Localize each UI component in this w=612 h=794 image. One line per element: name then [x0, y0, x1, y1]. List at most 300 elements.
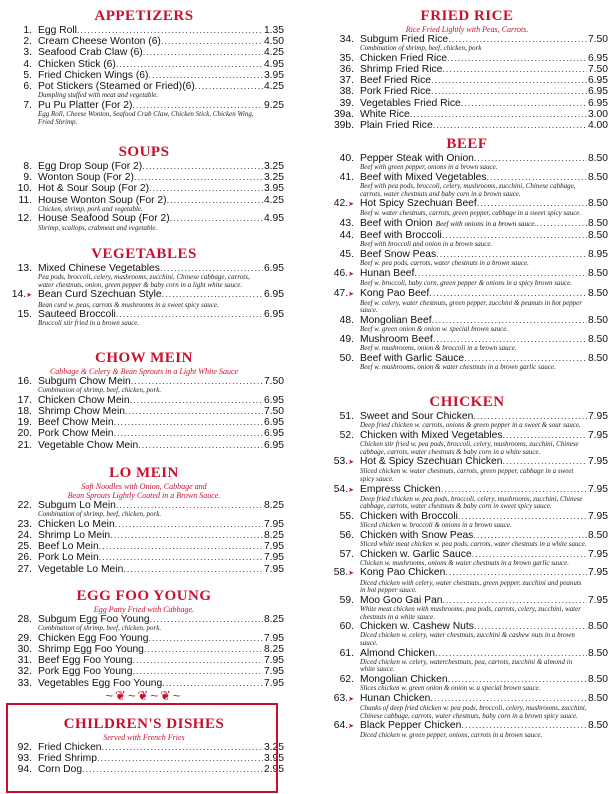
item-price: 4.25 [263, 194, 284, 206]
menu-item [4, 655, 284, 666]
item-description: White meat chicken with mushrooms, pea pods, carrots, celery, zucchini, water chestnuts in a white sauce. [360, 604, 581, 621]
dot-leader [99, 541, 263, 552]
decorative-flourish: ~❦~❦~❦~ [105, 688, 183, 703]
item-number: 40. [339, 153, 354, 164]
item-description: Chicken w. mushrooms, onions & water chestnuts in a brown garlic sauce. [360, 558, 569, 567]
item-name: Kong Pao Chicken [360, 567, 446, 579]
section-title: APPETIZERS [94, 8, 194, 24]
spicy-icon: ➤ [348, 695, 354, 703]
item-price: 7.95 [263, 541, 284, 553]
dot-leader [149, 633, 263, 644]
item-name: Chicken Egg Foo Young [38, 632, 149, 644]
item-name: Beef Lo Mein [38, 541, 99, 553]
item-price: 3.25 [263, 172, 284, 184]
item-price: 8.95 [587, 248, 608, 260]
item-price: 7.50 [263, 406, 284, 417]
item-number: 15. [17, 309, 32, 321]
menu-section-egg-foo-young [4, 588, 284, 689]
item-description: Shrimp, scallops, crabmeat and vegetable. [38, 223, 158, 232]
item-name: Seafood Crab Claw (6) [38, 47, 143, 59]
item-price: 7.95 [587, 411, 608, 422]
item-name: Pepper Steak with Onion [360, 153, 474, 164]
item-price: 8.50 [587, 692, 608, 704]
section-subtitle: Soft Noodles with Onion, Cabbage and Bean Sprouts Lightly Coated in a Brown Sauce. [67, 482, 221, 500]
menu-item [4, 70, 284, 81]
item-description: Beef w. water chestnuts, carrots, green pepper, cabbage in a sweet spicy sauce. [360, 209, 582, 218]
item-name: Almond Chicken [360, 647, 435, 659]
item-number: 34. [339, 34, 354, 45]
menu-section-chicken [326, 394, 608, 740]
dot-leader [433, 120, 587, 131]
item-number: 60. [339, 621, 354, 633]
item-price: 6.95 [263, 289, 284, 301]
item-number: 9. [23, 172, 32, 184]
item-name: White Rice [360, 108, 410, 120]
item-description: Sliced chicken w. water chestnuts, carrots, green pepper, cabbage in a sweet spicy sauce. [360, 467, 574, 483]
dot-leader [447, 53, 587, 64]
item-number: 62. [339, 673, 354, 685]
item-number: 10. [17, 183, 32, 195]
item-price: 4.25 [263, 47, 284, 59]
item-name: Bean Curd Szechuan Style [38, 289, 162, 301]
item-description: Deep fried chicken w. pea pods, broccoli, celery, mushrooms, zucchini, Chinese cabbage, carrots, water chestnuts & baby corn in sweet spicy sauce. [360, 494, 583, 511]
item-number-text: 46. [333, 267, 349, 279]
section-title: SOUPS [118, 144, 170, 160]
item-name: Vegetable Lo Mein [38, 563, 124, 575]
item-price: 8.50 [587, 198, 608, 210]
dot-leader [144, 644, 263, 655]
item-description: Pea pods, broccoli, celery, mushrooms, zucchini, Chinese cabbage, carrots, water chestnuts, onion, green pepper & baby corn in a light white sauce. [38, 273, 250, 289]
item-description: Beef w. mushrooms, onion & broccoli in a brown sauce. [360, 343, 517, 352]
item-number: 16. [17, 376, 32, 387]
item-name: Chicken w. Cashew Nuts [360, 621, 474, 633]
dot-leader [116, 59, 263, 70]
item-name: Chicken with Broccoli [360, 510, 458, 522]
item-name: Subgum Chow Mein [38, 376, 131, 387]
item-number: 18. [17, 406, 32, 417]
item-number: 13. [17, 263, 32, 274]
menu-item [4, 417, 284, 428]
menu-item [326, 567, 608, 579]
item-description: Beef with broccoli and onion in a brown sauce. [360, 240, 493, 249]
item-number: 36. [339, 64, 354, 75]
item-name: Mongolian Chicken [360, 673, 448, 685]
item-name: Vegetable Chow Mein [38, 439, 139, 451]
item-number: 19. [17, 417, 32, 429]
item-price: 6.95 [587, 52, 608, 64]
dot-leader [431, 75, 587, 86]
item-number: 37. [339, 75, 354, 87]
menu-item [4, 395, 284, 406]
item-number: 8. [23, 161, 32, 172]
item-name: Pork Fried Rice [360, 86, 431, 98]
item-price: 4.95 [263, 213, 284, 225]
item-name: Pork Lo Mein [38, 552, 99, 564]
dot-leader [430, 693, 587, 704]
dot-leader [148, 70, 263, 81]
menu-item [326, 98, 608, 109]
item-name: Fried Chicken Wings (6) [38, 69, 149, 81]
menu-item [4, 440, 284, 451]
item-price: 7.95 [263, 518, 284, 530]
item-number: 5. [23, 69, 32, 81]
item-description: Broccoli stir fried in a brown sauce. [38, 319, 140, 328]
menu-item [326, 288, 608, 300]
item-number: 48. [339, 314, 354, 326]
item-description: Beef w. pea pods, carrots, water chestnuts in a brown sauce. [360, 259, 529, 268]
item-price: 4.95 [263, 58, 284, 70]
item-description: Chunks of deep fried chicken w. pea pods, broccoli, celery, mushrooms, zucchini, Chinese cabbage, carrots, water chestnuts, baby corn in a brown spicy sauce. [360, 703, 587, 720]
dot-leader [132, 655, 262, 666]
item-name: Subgum Lo Mein [38, 500, 116, 511]
item-name: Egg Roll [38, 25, 77, 36]
item-name: Hunan Chicken [360, 692, 431, 704]
item-number: 4. [23, 58, 32, 70]
item-price: 8.50 [587, 529, 608, 541]
item-number: 26. [17, 552, 32, 564]
item-price: 3.95 [263, 183, 284, 195]
item-description: Diced chicken with celery, water chestnuts, green pepper, zucchini and peanuts in hot pepper sauce. [360, 578, 582, 595]
item-number: 94. [17, 764, 32, 776]
item-name: Chicken with Mixed Vegetables [360, 429, 503, 441]
item-number: 6. [23, 81, 32, 93]
section-title: CHOW MEIN [95, 350, 193, 366]
menu-item [4, 552, 284, 563]
left-menu-column [4, 0, 284, 794]
menu-item [4, 633, 284, 644]
item-number: 29. [17, 632, 32, 644]
item-name: Beef with Garlic Sauce [360, 352, 465, 364]
item-price: 8.50 [587, 673, 608, 685]
item-name: Fried Chicken [38, 742, 102, 753]
item-name: Beef with Onion [360, 217, 433, 229]
menu-section-vegetables [4, 246, 284, 328]
dot-leader [143, 47, 263, 58]
item-name: House Seafood Soup (For 2) [38, 213, 170, 225]
item-inline-description: Beef with onions in a brown sauce. [435, 219, 537, 228]
dot-leader [167, 195, 263, 206]
spicy-icon: ➤ [348, 486, 354, 494]
item-description: Beef with green pepper, onions in a brown sauce. [360, 163, 498, 172]
item-number: 41. [339, 171, 354, 183]
item-name: Subgum Fried Rice [360, 34, 449, 45]
dot-leader [99, 552, 263, 563]
item-description: Chicken, shrimp, pork and vegetable. [38, 204, 143, 213]
item-number-text: 64. [333, 720, 349, 732]
item-price: 7.95 [587, 548, 608, 560]
item-name: Pot Stickers (Steamed or Fried)(6) [38, 81, 195, 93]
dot-leader [170, 213, 263, 224]
section-title: CHICKEN [429, 394, 505, 410]
item-description: Diced chicken w. celery, water chestnuts, zucchini & cashew nuts in a brown sauce. [360, 631, 575, 647]
spicy-icon: ➤ [348, 290, 354, 298]
menu-item [4, 25, 284, 36]
item-name: Hot Spicy Szechuan Beef [360, 198, 477, 210]
item-name: Chicken Chow Mein [38, 394, 130, 406]
item-price: 8.50 [587, 267, 608, 279]
spicy-icon: ➤ [348, 201, 354, 209]
item-name: Shrimp Fried Rice [360, 64, 443, 75]
item-price: 7.95 [263, 655, 284, 667]
item-price: 8.50 [587, 333, 608, 345]
menu-item [4, 666, 284, 677]
item-number-text: 53. [333, 456, 349, 468]
menu-item [4, 541, 284, 552]
item-price: 4.25 [263, 81, 284, 93]
section-title: CHILDREN'S DISHES [63, 716, 225, 732]
item-number: 28. [17, 614, 32, 625]
dot-leader [445, 567, 587, 578]
item-price: 8.50 [587, 171, 608, 183]
item-number: 35. [339, 52, 354, 64]
dot-leader [125, 406, 263, 417]
dot-leader [114, 428, 263, 439]
item-name: Pork Egg Foo Young [38, 666, 133, 678]
item-number [326, 720, 360, 732]
item-name: Egg Drop Soup (For 2) [38, 161, 143, 172]
item-number: 30. [17, 644, 32, 655]
item-name: Vegetables Fried Rice [360, 97, 461, 109]
menu-item [4, 36, 284, 47]
item-price: 6.95 [263, 263, 284, 274]
item-name: House Wonton Soup (For 2) [38, 194, 167, 206]
item-price: 8.50 [587, 230, 608, 242]
dot-leader [477, 198, 587, 209]
item-number: 39a. [333, 108, 354, 120]
item-name: Fried Shrimp [38, 753, 97, 765]
menu-item [4, 213, 284, 224]
item-name: Kong Pao Beef [360, 287, 430, 299]
section-title: EGG FOO YOUNG [76, 588, 212, 604]
dot-leader [110, 530, 263, 541]
item-price: 3.25 [263, 161, 284, 172]
dot-leader [150, 614, 263, 625]
item-number: 92. [17, 742, 32, 753]
item-price: 7.95 [263, 666, 284, 678]
item-price: 7.95 [587, 567, 608, 579]
item-price: 6.95 [263, 439, 284, 451]
item-number: 32. [17, 666, 32, 678]
item-name: Beef Snow Peas [360, 248, 437, 260]
item-price: 7.50 [263, 376, 284, 387]
item-description: Beef w. mushrooms, onion & water chestnuts in a brown garlic sauce. [360, 362, 556, 371]
spicy-icon: ➤ [348, 270, 354, 278]
item-name: Mushroom Beef [360, 333, 433, 345]
menu-item [326, 218, 608, 230]
menu-item [326, 484, 608, 496]
item-number: 24. [17, 530, 32, 541]
dot-leader [503, 456, 587, 467]
dot-leader [142, 161, 263, 172]
item-price: 3.95 [263, 753, 284, 765]
section-subtitle: Cabbage & Celery & Bean Sprouts in a Light White Sauce [49, 367, 239, 376]
menu-section-soups [4, 144, 284, 232]
item-number: 43. [339, 217, 354, 229]
item-number: 45. [339, 248, 354, 260]
item-number: 25. [17, 541, 32, 553]
item-number: 27. [17, 563, 32, 575]
dot-leader [195, 81, 263, 92]
menu-item [4, 519, 284, 530]
menu-item [4, 644, 284, 655]
item-name: Beef Chow Mein [38, 417, 114, 429]
item-number: 55. [339, 510, 354, 522]
section-subtitle: Egg Patty Fried with Cabbage. [93, 605, 195, 614]
menu-item [4, 47, 284, 58]
item-description: Deep fried chicken w. carrots, onions & green pepper in a sweet & sour sauce. [360, 421, 581, 430]
dot-leader [429, 288, 587, 299]
item-name: Beef with Broccoli [360, 230, 442, 242]
item-price: 8.25 [263, 530, 284, 541]
item-name: Shrimp Lo Mein [38, 530, 111, 541]
item-number-text: 54. [333, 483, 349, 495]
item-number: 51. [339, 411, 354, 422]
section-subtitle: Rice Fried Lightly with Peas, Carrots. [405, 25, 529, 34]
spicy-icon: ➤ [26, 292, 32, 300]
item-number: 44. [339, 230, 354, 242]
menu-item [4, 289, 284, 301]
dot-leader [149, 183, 263, 194]
item-name: Chicken Lo Mein [38, 518, 115, 530]
item-name: Sauteed Broccoli [38, 309, 116, 321]
item-price: 3.00 [587, 108, 608, 120]
item-name: Sweet and Sour Chicken [360, 411, 474, 422]
item-name: Beef with Mixed Vegetables [360, 171, 487, 183]
item-price: 3.95 [263, 69, 284, 81]
item-name: Chicken with Snow Peas [360, 529, 474, 541]
item-price: 8.50 [587, 287, 608, 299]
menu-item [326, 120, 608, 131]
item-description: Diced chicken w. celery, waterchestnuts, pea, carrots, zucchini & almond in white sauce. [360, 657, 573, 674]
dot-leader [132, 666, 262, 677]
item-name: Shrimp Chow Mein [38, 406, 125, 417]
item-description: Combination of shrimp, beef, chicken, pork. [38, 386, 162, 395]
item-number [326, 288, 360, 300]
right-menu-column [326, 0, 608, 794]
item-price: 7.95 [587, 483, 608, 495]
dot-leader [161, 36, 263, 47]
item-number: 2. [23, 36, 32, 48]
item-name: Pu Pu Platter (For 2) [38, 99, 133, 111]
item-description: Chicken stir fried w. pea pods, broccoli, celery, mushrooms, zucchini, Chinese cabbage, carrots, water chestnuts & baby corn in a white sauce. [360, 440, 579, 456]
section-title: LO MEIN [109, 465, 179, 481]
item-name: Moo Goo Gai Pan [360, 594, 443, 606]
item-number: 12. [17, 213, 32, 225]
item-number: 38. [339, 86, 354, 98]
item-description: Combination of shrimp, beef, chicken, pork [360, 44, 482, 53]
menu-item [326, 53, 608, 64]
item-number: 22. [17, 500, 32, 511]
item-price: 8.25 [263, 500, 284, 511]
item-name: Wonton Soup (For 2) [38, 172, 134, 184]
item-price: 9.25 [263, 99, 284, 111]
item-name: Mixed Chinese Vegetables [38, 263, 160, 274]
dot-leader [441, 484, 587, 495]
dot-leader [134, 172, 263, 183]
menu-item [326, 86, 608, 97]
item-description: Slices chicken w. green onion & onion w. a special brown sauce. [360, 684, 541, 693]
item-price: 6.95 [263, 394, 284, 406]
item-number: 57. [339, 548, 354, 560]
item-number: 49. [339, 333, 354, 345]
item-number [326, 567, 360, 579]
dot-leader [130, 395, 263, 406]
item-price: 7.95 [587, 510, 608, 522]
menu-item [4, 161, 284, 172]
item-price: 8.50 [587, 352, 608, 364]
item-price: 6.95 [587, 75, 608, 87]
menu-item [4, 406, 284, 417]
item-description: Beef w. celery, water chestnuts, green pepper, zucchini & peanuts in hot pepper sauce. [360, 298, 583, 315]
menu-item [4, 530, 284, 541]
item-description: Egg Roll, Cheese Wonton, Seafood Crab Claw, Chicken Stick, Chicken Wing, Fried Shrimp. [38, 110, 254, 126]
menu-item [4, 59, 284, 70]
item-price: 7.95 [263, 563, 284, 575]
menu-item [326, 64, 608, 75]
item-price: 6.95 [263, 309, 284, 321]
menu-item [4, 172, 284, 183]
item-price: 8.25 [263, 614, 284, 625]
item-number [326, 693, 360, 705]
item-name: Shrimp Egg Foo Young [38, 644, 144, 655]
item-name: Mongolian Beef [360, 314, 432, 326]
item-number-text: 14. [11, 289, 27, 301]
item-number [326, 198, 360, 210]
item-description: Bean curd w. peas, carrots & mushrooms in a sweet spicy sauce. [38, 300, 219, 309]
item-price: 6.95 [587, 86, 608, 98]
item-name: Beef Fried Rice [360, 75, 431, 87]
section-subtitle: Served with French Fries [103, 733, 185, 742]
item-number-text: 63. [333, 692, 349, 704]
dot-leader [536, 218, 587, 229]
menu-section-appetizers [4, 8, 284, 126]
section-title: FRIED RICE [420, 8, 514, 24]
menu-item [4, 564, 284, 575]
item-price: 7.50 [587, 34, 608, 45]
menu-item [326, 109, 608, 120]
item-name: Vegetables Egg Foo Young [38, 677, 163, 689]
item-price: 1.35 [263, 25, 284, 36]
spicy-icon: ➤ [348, 570, 354, 578]
section-title: BEEF [446, 136, 488, 152]
dot-leader [138, 440, 263, 451]
item-name: Pork Chow Mein [38, 428, 114, 440]
item-number: 23. [17, 518, 32, 530]
item-number: 59. [339, 594, 354, 606]
item-number: 39. [339, 97, 354, 109]
item-price: 7.95 [587, 594, 608, 606]
item-description: Beef w. green onion & onion w. special brown sauce. [360, 325, 509, 334]
item-number: 20. [17, 428, 32, 440]
item-description: Beef with pea pods, broccoli, celery, mushrooms, zucchini, Chinese cabbage, carrots, water chestnuts and baby corn in a brown sauce. [360, 182, 576, 198]
item-description: Combination of shrimp, beef, chicken, pork. [38, 510, 162, 519]
item-description: Beef w. broccoli, baby corn, green pepper & onions in a spicy brown sauce. [360, 278, 572, 287]
item-description: Dumpling stuffed with meat and vegetable. [38, 91, 159, 100]
dot-leader [461, 720, 587, 731]
item-name: Subgum Egg Foo Young [38, 614, 150, 625]
dot-leader [461, 98, 587, 109]
item-number: 7. [23, 99, 32, 111]
item-number: 52. [339, 429, 354, 441]
item-price: 7.95 [587, 456, 608, 468]
item-number: 33. [17, 677, 32, 689]
item-name: Black Pepper Chicken [360, 720, 462, 732]
item-price: 8.25 [263, 644, 284, 655]
item-number: 1. [23, 25, 32, 36]
item-name: Chicken w. Garlic Sauce [360, 548, 472, 560]
item-number: 31. [17, 655, 32, 667]
item-price: 7.95 [263, 632, 284, 644]
